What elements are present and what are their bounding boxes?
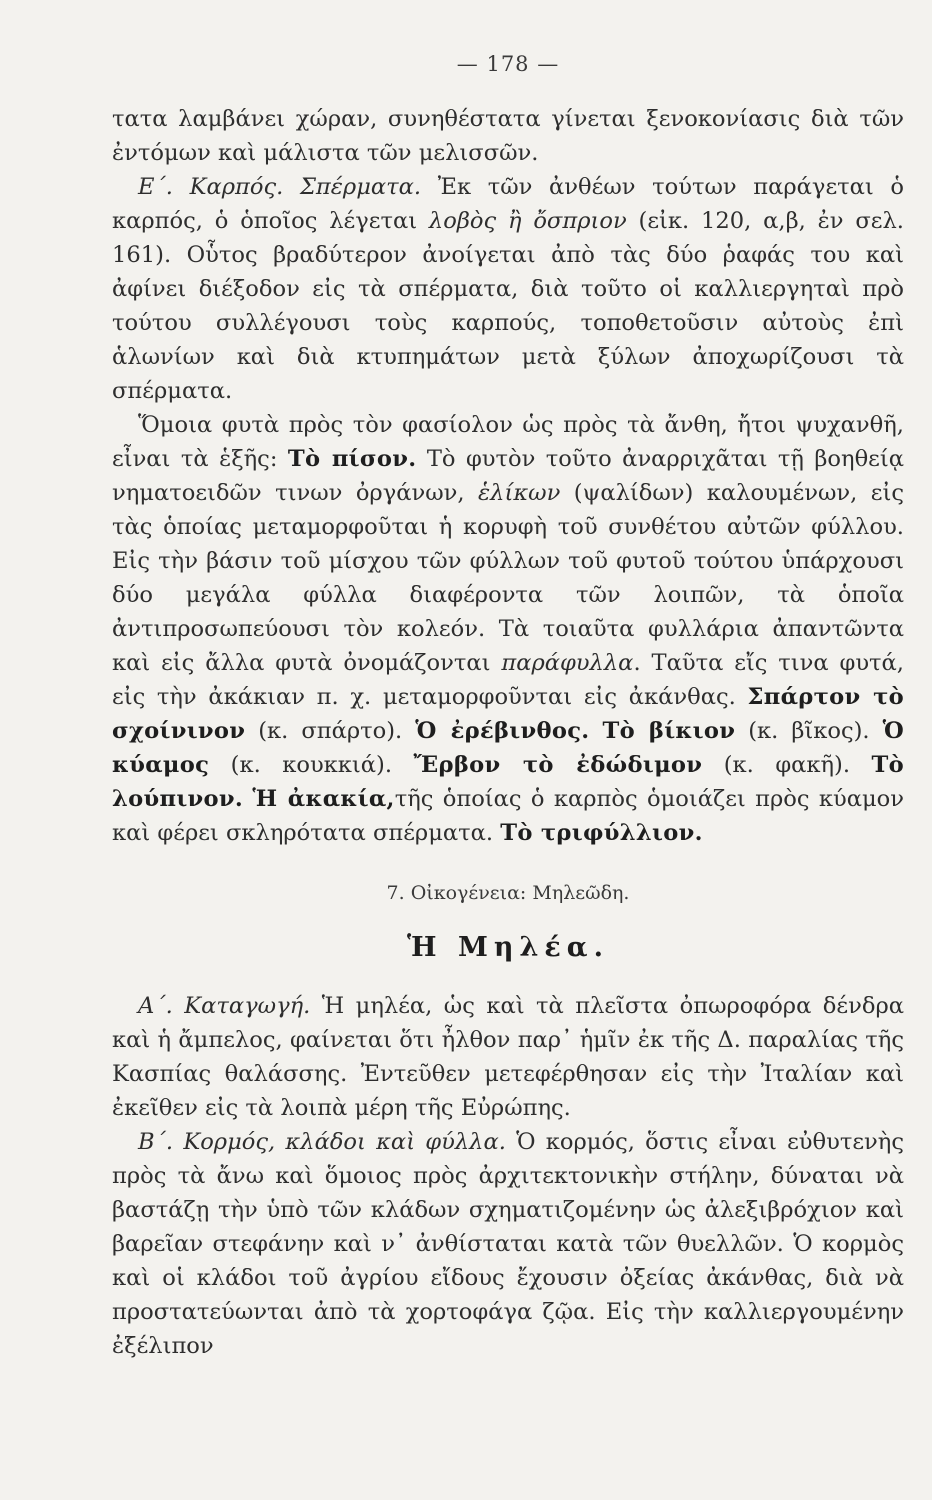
text-run: (ψαλίδων) καλουμένων, εἰς τὰς ὁποίας μεταμορφοῦται ἡ κορυφὴ τοῦ συνθέτου αὐτῶν φύλλου. Εἰς τὴν βάσιν τοῦ μίσχου τῶν φύλλων τοῦ φυτοῦ τούτου ὑπάρχουσι δύο μεγάλα φύλλα διαφέροντα τῶν λοιπῶν, τὰ ὁποῖα ἀντιπροσωπεύουσι τὸν κολεόν. Τὰ τοιαῦτα φυλλάρια ἀπαντῶντα καὶ εἰς ἄλλα φυτὰ ὀνομάζονται [112,480,904,676]
text-run: Ὅμοια φυτὰ πρὸς τὸν φασίολον ὡς πρὸς τὰ ἄνθη, ἤτοι ψυχανθῆ, εἶναι τὰ ἑξῆς: [112,412,904,472]
paragraph-pollination [112,102,904,170]
section-heading: 7. Οἰκογένεια: Μηλεῶδη. [386,882,630,904]
plant-name-acacia: Ἡ ἀκακία, [252,786,395,812]
paragraph-similar-plants [112,408,904,850]
term-pod: λοβὸς ἢ ὄσπριον [428,208,627,234]
plant-name-vetch: Τὸ βίκιον [602,718,736,744]
plant-name-chickpea: Ὁ ἐρέβινθος. [415,718,590,744]
text-run: (κ. βῖκος). [735,718,883,744]
paragraph-trunk [112,1125,904,1363]
text-run: Ἐκ τῶν ἀνθέων τούτων παράγεται ὁ καρπός, ὁ ὁποῖος λέγεται [112,174,905,234]
text-run: (κ. φακῆ). [702,752,872,778]
book-page [112,52,904,1363]
text-run: τατα λαμβάνει χώραν, συνηθέστατα γίνεται ξενοκονίασις διὰ τῶν ἐντόμων καὶ μάλιστα τῶν μελισσῶν. [112,106,904,166]
text-run: Ὁ κορμός, ὅστις εἶναι εὐθυτενὴς πρὸς τὰ ἄνω καὶ ὅμοιος πρὸς ἀρχιτεκτονικὴν στήλην, δύναται νὰ βαστάζῃ τὴν ὑπὸ τῶν κλάδων σχηματιζομένην ὡς ἀλεξιβρόχιον καὶ βαρεῖαν στεφάνην καὶ ν᾽ ἀνθίσταται κατὰ τῶν θυελλῶν. Ὁ κορμὸς καὶ οἱ κλάδοι τοῦ ἀγρίου εἴδους ἔχουσιν ὀξείας ἀκάνθας, διὰ νὰ προστατεύωνται ἀπὸ τὰ χορτοφάγα ζῷα. Εἰς τὴν καλλιεργουμένην ἐξέλιπον [112,1129,904,1359]
plant-name-broom: Σπάρτον τὸ σχοίνινον [112,684,904,744]
plant-name-lupin: Τὸ λούπινον. [112,752,904,812]
term-stipules: παράφυλλα [501,650,634,676]
text-run: . Ταῦτα εἴς τινα φυτά, εἰς τὴν ἀκάκιαν π. χ. μεταμορφοῦνται εἰς ἀκάνθας. [112,650,904,710]
plant-name-pea: Τὸ πίσον. [287,446,417,472]
chapter-title: Ἡ Μηλέα. [407,932,609,963]
section-label-origin: Α΄. Καταγωγή. [138,993,311,1019]
text-run: τῆς ὁποίας ὁ καρπὸς ὁμοιάζει πρὸς κύαμον καὶ φέρει σκληρότατα σπέρματα. [112,786,904,846]
plant-name-broad-bean: Ὁ κύαμος [112,718,905,778]
paragraph-origin [112,989,904,1125]
text-run: (κ. σπάρτο). [245,718,416,744]
text-run [589,718,602,744]
section-label-fruit: Ε΄. Καρπός. Σπέρματα. [138,174,422,200]
text-run: Τὸ φυτὸν τοῦτο ἀναρριχᾶται τῇ βοηθείᾳ νηματοειδῶν τινων ὀργάνων, [112,446,904,506]
page-number: — 178 — [456,52,560,76]
text-run: (κ. κουκκιά). [209,752,414,778]
section-label-trunk: Β΄. Κορμός, κλάδοι καὶ φύλλα. [138,1129,506,1155]
plant-name-lentil: Ἔρβον τὸ ἐδώδιμον [413,752,703,778]
paragraph-fruit-seeds [112,170,904,408]
term-tendrils: ἑλίκων [478,480,561,506]
text-run: (εἰκ. 120, α,β, ἐν σελ. 161). Οὗτος βραδύτερον ἀνοίγεται ἀπὸ τὰς δύο ῥαφάς του καὶ ἀφίνει διέξοδον εἰς τὰ σπέρματα, διὰ τοῦτο οἱ καλλιεργηταὶ πρὸ τούτου συλλέγουσι τοὺς καρπούς, τοποθετοῦσιν αὐτοὺς ἐπὶ ἁλωνίων καὶ διὰ κτυπημάτων μετὰ ξύλων ἀποχωρίζουσι τὰ σπέρματα. [112,208,904,404]
plant-name-clover: Τὸ τριφύλλιον. [500,820,703,846]
text-run: Ἡ μηλέα, ὡς καὶ τὰ πλεῖστα ὀπωροφόρα δένδρα καὶ ἡ ἄμπελος, φαίνεται ὅτι ἦλθον παρ᾽ ἡμῖν ἐκ τῆς Δ. παραλίας τῆς Κασπίας θαλάσσης. Ἐντεῦθεν μετεφέρθησαν εἰς τὴν Ἰταλίαν καὶ ἐκεῖθεν εἰς τὰ λοιπὰ μέρη τῆς Εὐρώπης. [112,993,904,1121]
